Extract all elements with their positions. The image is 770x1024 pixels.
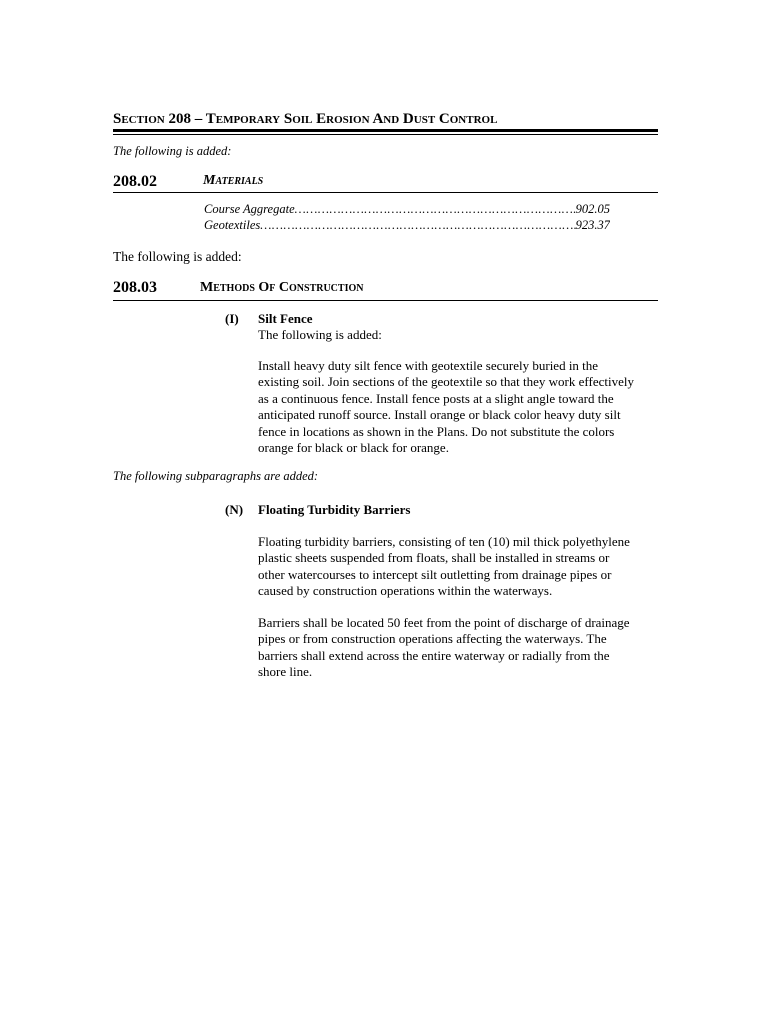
material-ref: 923.37 <box>575 218 610 232</box>
barriers-paragraph-2 <box>258 615 660 681</box>
item-label-i: (I) <box>225 311 239 326</box>
silt-fence-paragraph <box>258 358 660 456</box>
paragraph-line: Floating turbidity barriers, consisting of ten (10) mil thick polyethylene <box>258 534 630 549</box>
paragraph-line: Install heavy duty silt fence with geotextile securely buried in the <box>258 358 599 373</box>
material-ref: 902.05 <box>575 202 610 216</box>
materials-rule <box>113 192 658 193</box>
paragraph-line: existing soil. Join sections of the geotextile so that they work effectively <box>258 374 634 390</box>
material-name: Geotextiles <box>204 218 261 232</box>
paragraph-line: shore line. <box>258 664 313 680</box>
material-row <box>204 202 610 217</box>
title-rule-thick <box>113 129 658 132</box>
material-row <box>204 218 610 233</box>
subsection-heading-materials: Materials <box>203 173 264 188</box>
title-rule-thin <box>113 134 658 135</box>
subsection-number-208-02: 208.02 <box>113 173 157 190</box>
paragraph-line: fence in locations as shown in the Plans. Do not substitute the colors <box>258 423 615 439</box>
paragraph-line: Barriers shall be located 50 feet from the point of discharge of drainage <box>258 615 630 630</box>
item-title-floating-barriers: Floating Turbidity Barriers <box>258 502 411 517</box>
section-title <box>113 111 573 128</box>
paragraph-line: other watercourses to intercept silt outletting from drainage pipes or <box>258 566 612 582</box>
subparagraph-note: The following subparagraphs are added: <box>113 469 319 483</box>
paragraph-line: plastic sheets suspended from floats, shall be installed in streams or <box>258 550 610 566</box>
paragraph-line: orange for black or black for orange. <box>258 440 449 456</box>
intro-note: The following is added: <box>113 144 232 158</box>
paragraph-line: caused by construction operations within the waterways. <box>258 583 553 599</box>
paragraph-line: barriers shall extend across the entire waterway or radially from the <box>258 647 610 663</box>
leader-dots <box>295 202 576 217</box>
methods-rule <box>113 300 658 301</box>
silt-fence-added-note <box>258 327 660 343</box>
subsection-heading-methods: Methods Of Construction <box>200 280 364 295</box>
mid-note: The following is added: <box>113 249 242 264</box>
material-name: Course Aggregate <box>204 202 295 216</box>
item-title-silt-fence: Silt Fence <box>258 311 313 326</box>
leader-dots <box>260 218 575 233</box>
item-label-n: (N) <box>225 502 244 517</box>
subsection-number-208-03: 208.03 <box>113 279 157 296</box>
paragraph-line: as a continuous fence. Install fence posts at a slight angle toward the <box>258 390 614 406</box>
paragraph-line: pipes or from construction operations affecting the waterways. The <box>258 631 607 647</box>
paragraph-line: anticipated runoff source. Install orange or black color heavy duty silt <box>258 407 621 423</box>
barriers-paragraph-1 <box>258 534 660 600</box>
section-title-text: Temporary Soil Erosion And Dust Control <box>205 111 498 127</box>
added-note-text: The following is added: <box>258 327 382 342</box>
section-number: Section 208 – <box>113 111 206 127</box>
